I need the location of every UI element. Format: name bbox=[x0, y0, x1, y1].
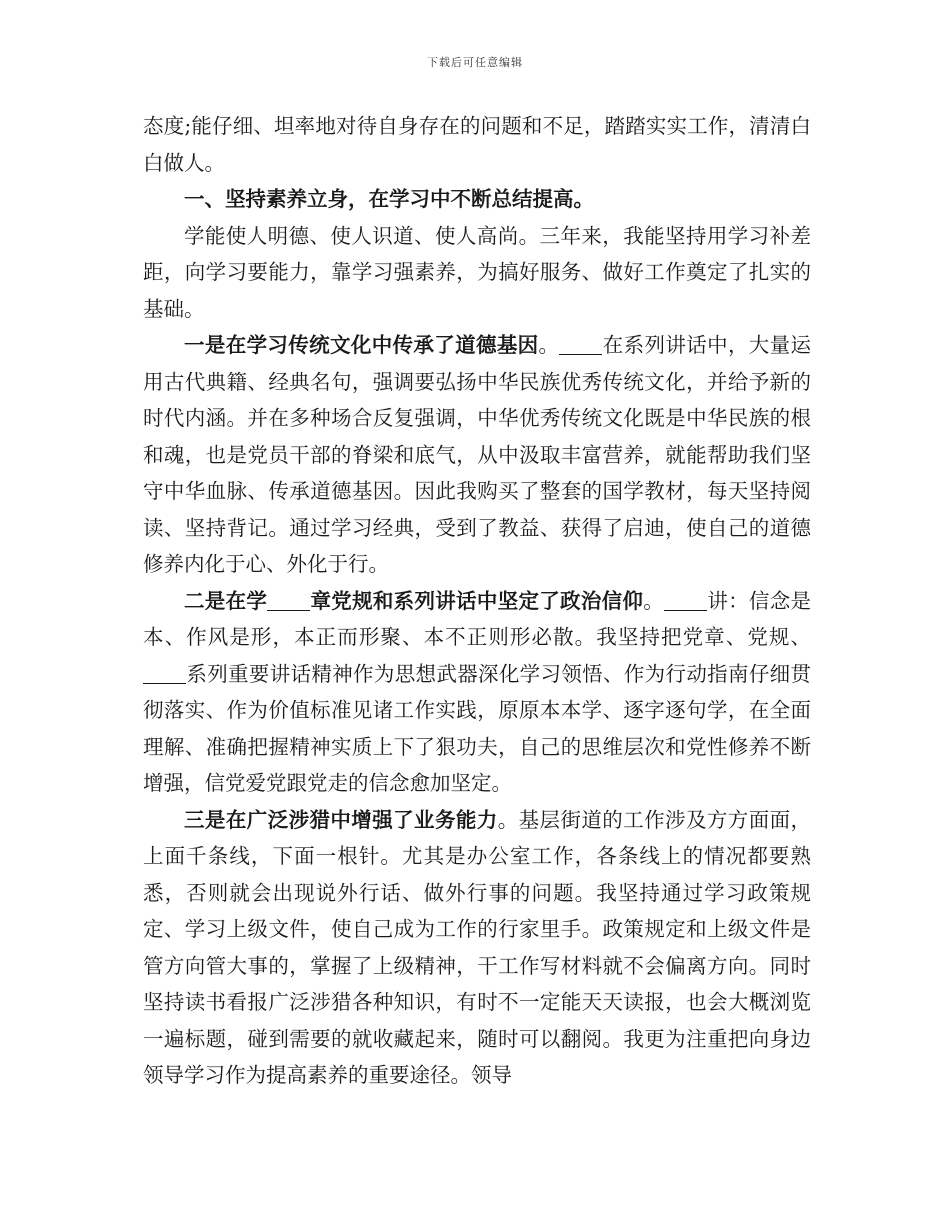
lead-punct-1: 。 bbox=[538, 333, 560, 357]
paragraph-2: 学能使人明德、使人识道、使人高尚。三年来，我能坚持用学习补差距，向学习要能力，靠学习强素养，为搞好服务、做好工作奠定了扎实的基础。 bbox=[143, 223, 811, 321]
document-body bbox=[143, 108, 811, 1094]
lead-punct-3: 。 bbox=[497, 807, 519, 832]
paragraph-3-text: 在系列讲话中，大量运用古代典籍、经典名句，强调要弘扬中华民族优秀传统文化，并给予新的时代内涵。并在多种场合反复强调，中华优秀传统文化既是中华民族的根和魂，也是党员干部的脊梁和底气，从中汲取丰富营养，就能帮助我们坚守中华血脉、传承道德基因。因此我购买了整套的国学教材，每天坚持阅读、坚持背记。通过学习经典，受到了教益、获得了启迪，使自己的道德修养内化于心、外化于行。 bbox=[143, 333, 812, 576]
lead-sentence-2b: 章党规和系列讲话中坚定了政治信仰 bbox=[310, 588, 644, 613]
lead-sentence-2a: 二是在学 bbox=[184, 588, 268, 613]
blank-underline bbox=[664, 588, 707, 611]
paragraph-1: 态度;能仔细、坦率地对待自身存在的问题和不足，踏踏实实工作，清清白白做人。 bbox=[143, 114, 811, 175]
paragraph-4 bbox=[143, 583, 811, 802]
blank-underline bbox=[559, 333, 602, 356]
paragraph-3 bbox=[143, 327, 811, 583]
lead-sentence-3: 三是在广泛涉猎中增强了业务能力 bbox=[184, 807, 498, 832]
paragraph-4-text-b: 系列重要讲话精神作为思想武器深化学习领悟、作为行动指南仔细贯彻落实、作为价值标准见诸工作实践，原原本本学、逐字逐句学，在全面理解、准确把握精神实质上下了狠功夫，自己的思维层次和党性修养不断增强，信党爱党跟党走的信念愈加坚定。 bbox=[143, 661, 811, 795]
blank-underline bbox=[267, 588, 310, 611]
blank-underline bbox=[143, 661, 186, 684]
paragraph-5 bbox=[143, 802, 811, 1094]
section-heading: 一、坚持素养立身，在学习中不断总结提高。 bbox=[184, 187, 594, 211]
lead-sentence-1: 一是在学习传统文化中传承了道德基因 bbox=[184, 333, 539, 357]
page-header: 下载后可任意编辑 bbox=[427, 56, 523, 69]
paragraph-5-text: 基层街道的工作涉及方方面面，上面千条线，下面一根针。尤其是办公室工作，各条线上的情况都要熟悉，否则就会出现说外行话、做外行事的问题。我坚持通过学习政策规定、学习上级文件，使自己成为工作的行家里手。政策规定和上级文件是管方向管大事的，掌握了上级精神，干工作写材料就不会偏离方向。同时坚持读书看报广泛涉猎各种知识，有时不一定能天天读报，也会大概浏览一遍标题，碰到需要的就收藏起来，随时可以翻阅。我更为注重把向身边领导学习作为提高素养的重要途径。领导 bbox=[143, 807, 812, 1087]
paragraph-4-text-a: 讲：信念是本、作风是形，本正而形聚、本不正则形必散。我坚持把党章、党规、 bbox=[143, 588, 812, 649]
lead-punct-2: 。 bbox=[643, 588, 664, 613]
